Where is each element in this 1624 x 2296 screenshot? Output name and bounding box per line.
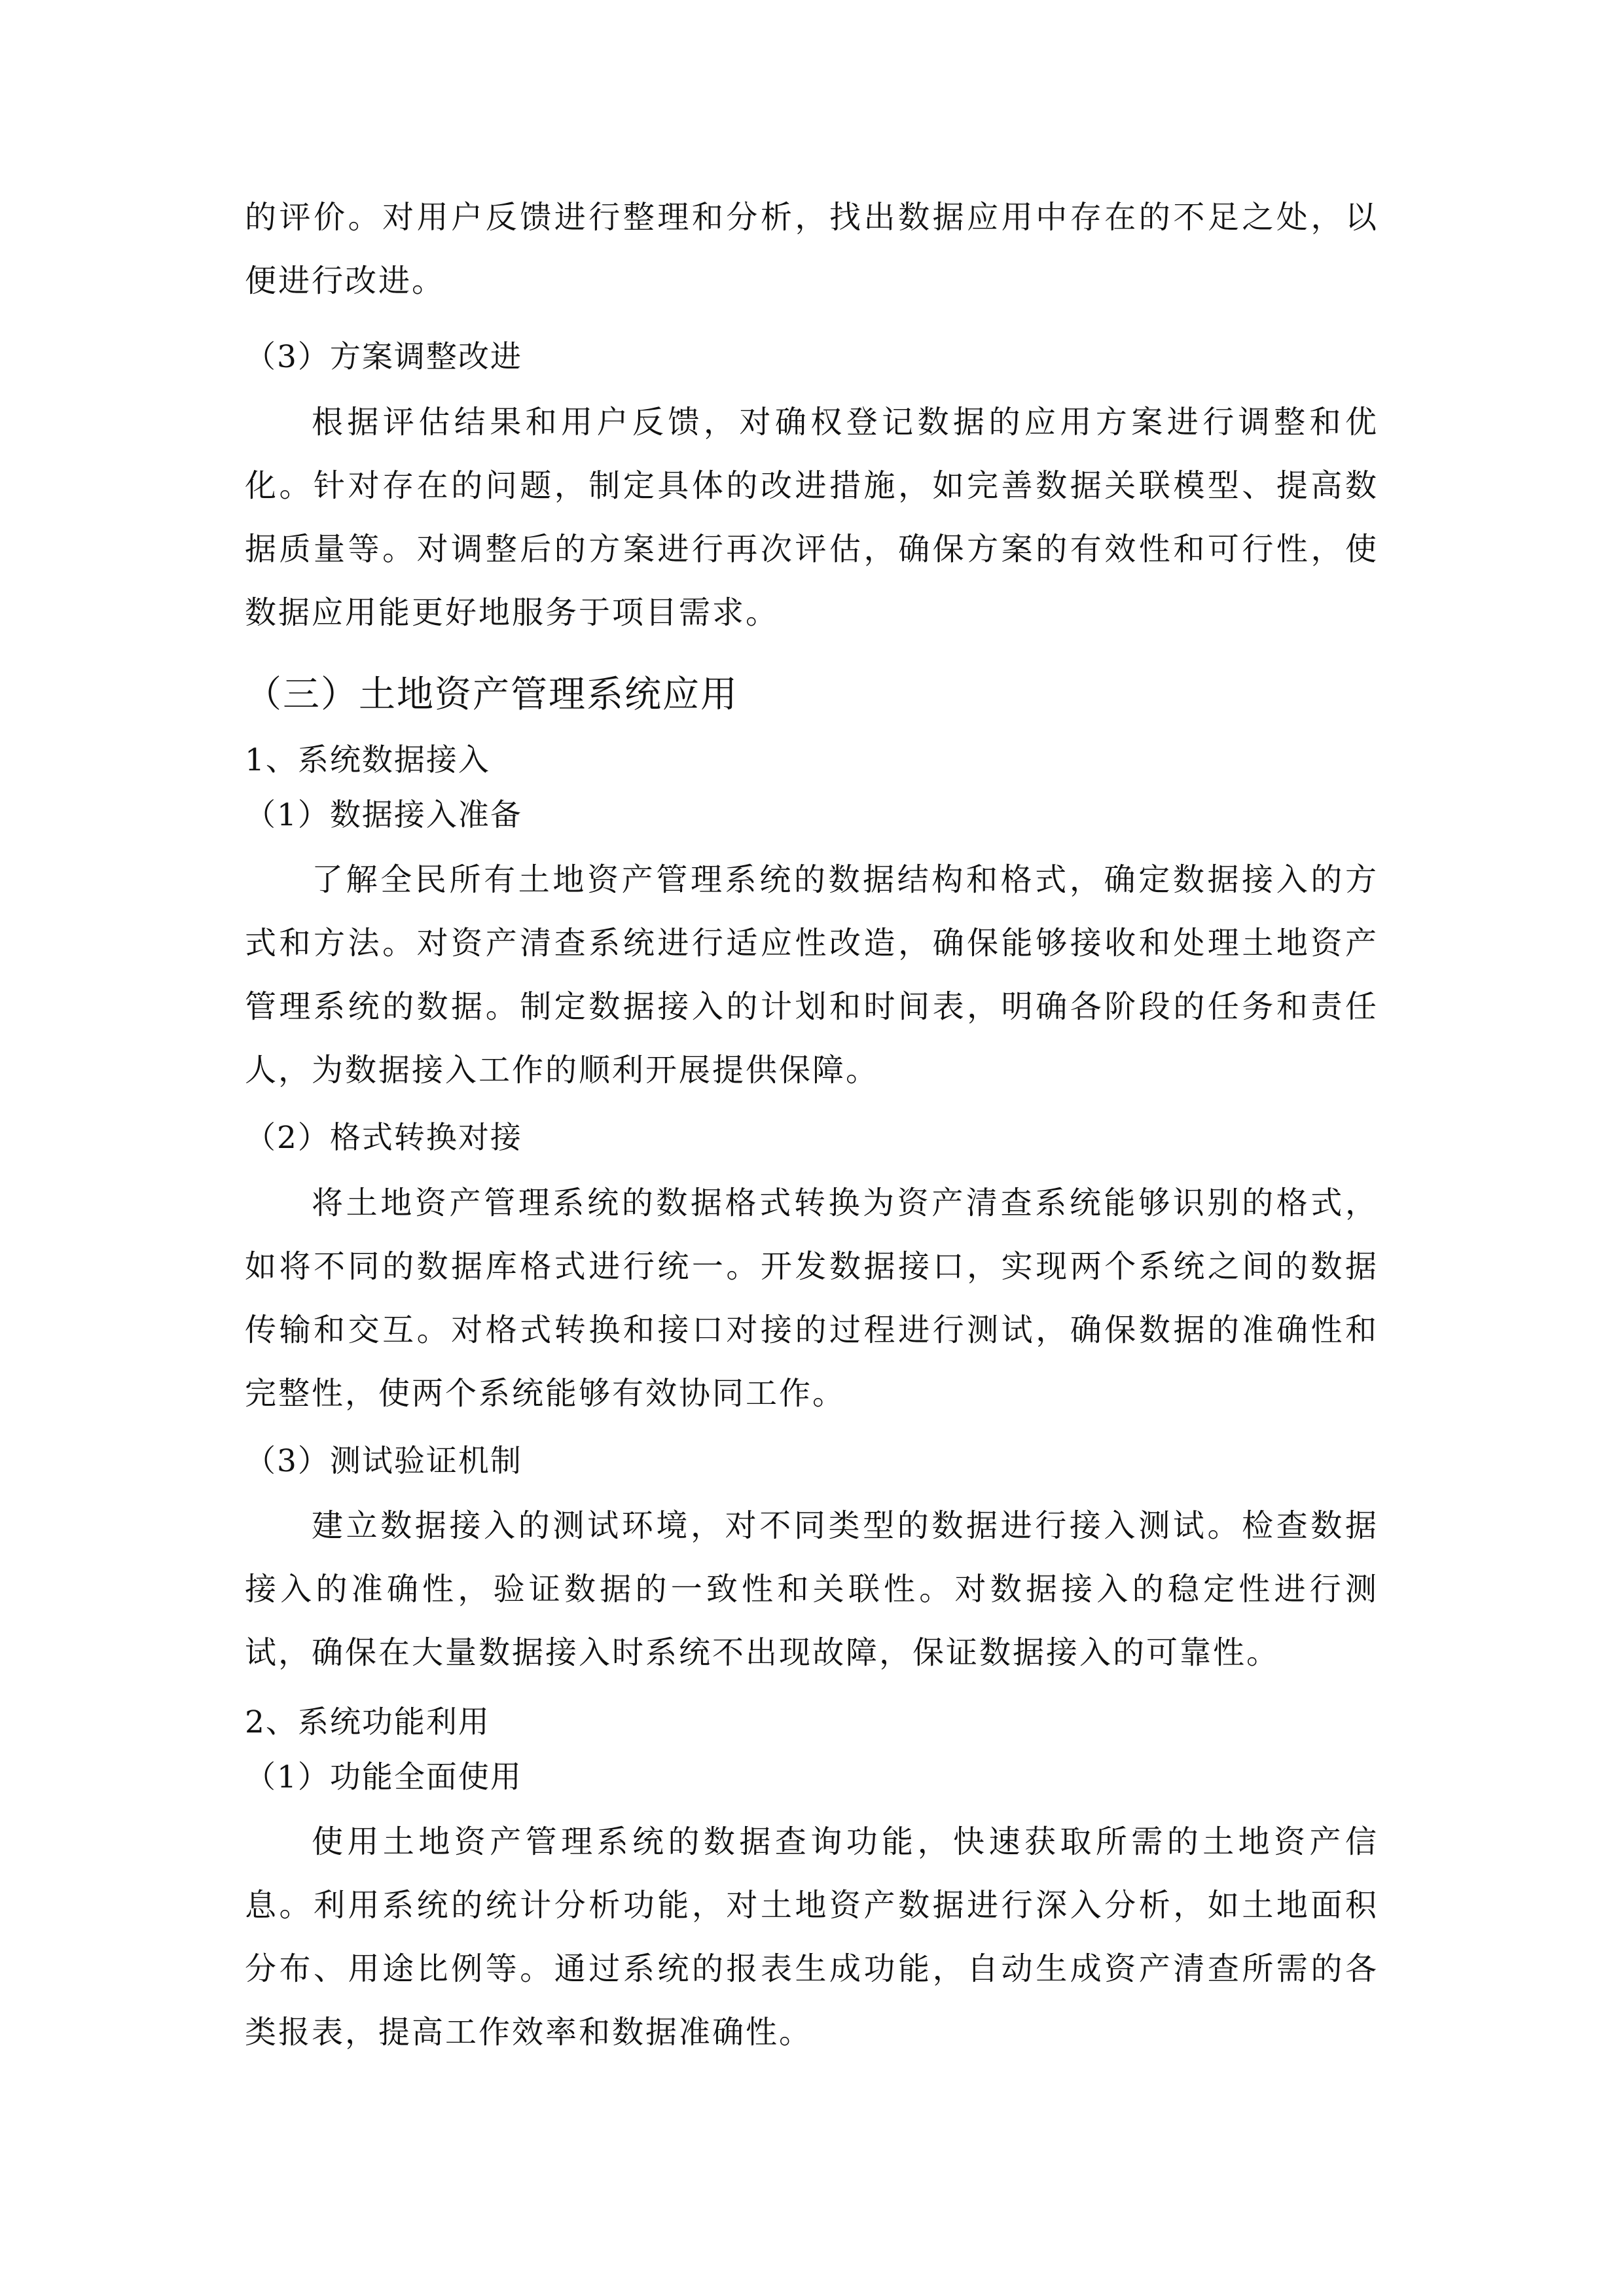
paragraph-plan-adjustment: 根据评估结果和用户反馈，对确权登记数据的应用方案进行调整和优化。针对存在的问题，制定具体的改进措施，如完善数据关联模型、提高数据质量等。对调整后的方案进行再次评估，确保方案的有效性和可行性，使数据应用能更好地服务于项目需求。 (245, 404, 1379, 631)
subheading-full-function-use: （1）功能全面使用 (245, 1759, 522, 1795)
paragraph-full-function-use: 使用土地资产管理系统的数据查询功能，快速获取所需的土地资产信息。利用系统的统计分析功能，对土地资产数据进行深入分析，如土地面积分布、用途比例等。通过系统的报表生成功能，自动生成资产清查所需的各类报表，提高工作效率和数据准确性。 (245, 1823, 1379, 2051)
subheading-format-conversion: （2）格式转换对接 (245, 1120, 522, 1156)
paragraph-test-verification: 建立数据接入的测试环境，对不同类型的数据进行接入测试。检查数据接入的准确性，验证数据的一致性和关联性。对数据接入的稳定性进行测试，确保在大量数据接入时系统不出现故障，保证数据接入的可靠性。 (245, 1507, 1379, 1671)
paragraph-data-access-preparation: 了解全民所有土地资产管理系统的数据结构和格式，确定数据接入的方式和方法。对资产清查系统进行适应性改造，确保能够接收和处理土地资产管理系统的数据。制定数据接入的计划和时间表，明确各阶段的任务和责任人，为数据接入工作的顺利开展提供保障。 (245, 861, 1379, 1088)
heading-system-function-use: 2、系统功能利用 (245, 1704, 490, 1740)
paragraph-evaluation-continued: 的评价。对用户反馈进行整理和分析，找出数据应用中存在的不足之处，以便进行改进。 (245, 199, 1379, 299)
section-heading-land-asset-system: （三）土地资产管理系统应用 (245, 673, 738, 716)
subheading-test-verification: （3）测试验证机制 (245, 1443, 522, 1479)
paragraph-format-conversion: 将土地资产管理系统的数据格式转换为资产清查系统能够识别的格式，如将不同的数据库格式进行统一。开发数据接口，实现两个系统之间的数据传输和交互。对格式转换和接口对接的过程进行测试，确保数据的准确性和完整性，使两个系统能够有效协同工作。 (245, 1185, 1379, 1412)
subheading-data-access-preparation: （1）数据接入准备 (245, 797, 522, 833)
subheading-plan-adjustment: （3）方案调整改进 (245, 339, 522, 375)
heading-system-data-access: 1、系统数据接入 (245, 742, 490, 778)
